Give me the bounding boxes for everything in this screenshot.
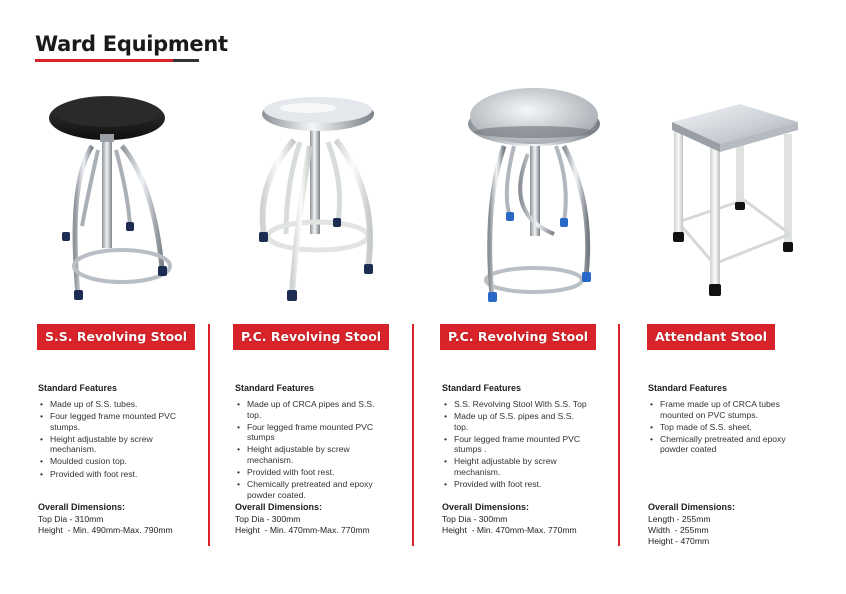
list-item: • Four legged frame mounted PVC stumps.: [38, 411, 186, 432]
list-item: • Height adjustable by screw mechanism.: [235, 444, 383, 465]
list-item: • Provided with foot rest.: [38, 469, 186, 480]
list-item: • Four legged frame mounted PVC stumps .: [442, 434, 590, 455]
product-name-bar: Attendant Stool: [647, 324, 775, 350]
dimension-line: Height - Min. 490mm-Max. 790mm: [38, 525, 173, 535]
list-item: • Made up of CRCA pipes and S.S. top.: [235, 399, 383, 420]
list-item: • Height adjustable by screw mechanism.: [442, 456, 590, 477]
list-item: • Chemically pretreated and epoxy powder coated.: [235, 479, 383, 500]
overall-dimensions: [648, 502, 735, 547]
list-item: • Provided with foot rest.: [235, 467, 383, 478]
page-title: Ward Equipment: [35, 32, 228, 56]
ss-revolving-stool-image: [30, 84, 205, 309]
list-item: • S.S. Revolving Stool With S.S. Top: [442, 399, 590, 410]
features-heading: Standard Features: [235, 383, 315, 393]
features-heading: Standard Features: [38, 383, 118, 393]
dimension-line: Top Dia - 300mm: [442, 514, 508, 524]
list-item: • Chemically pretreated and epoxy powder coated: [648, 434, 796, 455]
list-item: • Made up of S.S. pipes and S.S. top.: [442, 411, 590, 432]
overall-dimensions: [38, 502, 173, 536]
list-item: • Height adjustable by screw mechanism.: [38, 434, 186, 455]
dimensions-heading: Overall Dimensions:: [442, 502, 530, 512]
product-name-bar: S.S. Revolving Stool: [37, 324, 195, 350]
list-item: • Top made of S.S. sheet.: [648, 422, 796, 433]
pc-revolving-stool-image: [228, 84, 403, 309]
features-heading: Standard Features: [648, 383, 728, 393]
feature-list: [235, 399, 383, 502]
feature-list: [648, 399, 796, 456]
dimensions-heading: Overall Dimensions:: [38, 502, 126, 512]
overall-dimensions: [442, 502, 577, 536]
dimensions-heading: Overall Dimensions:: [235, 502, 323, 512]
dimension-line: Top Dia - 300mm: [235, 514, 301, 524]
list-item: • Frame made up of CRCA tubes mounted on PVC stumps.: [648, 399, 796, 420]
list-item: • Made up of S.S. tubes.: [38, 399, 186, 410]
dimension-line: Height - 470mm: [648, 536, 710, 546]
ss-revolving-stool-ss-top-image: [444, 84, 619, 309]
dimension-line: Height - Min. 470mm-Max. 770mm: [235, 525, 370, 535]
overall-dimensions: [235, 502, 370, 536]
column-divider: [208, 324, 210, 546]
product-name-bar: P.C. Revolving Stool: [233, 324, 389, 350]
dimension-line: Height - Min. 470mm-Max. 770mm: [442, 525, 577, 535]
feature-list: [38, 399, 186, 481]
dimensions-heading: Overall Dimensions:: [648, 502, 736, 512]
list-item: • Provided with foot rest.: [442, 479, 590, 490]
column-divider: [412, 324, 414, 546]
column-divider: [618, 324, 620, 546]
dimension-line: Length - 255mm: [648, 514, 711, 524]
list-item: • Four legged frame mounted PVC stumps: [235, 422, 383, 443]
product-name-bar: P.C. Revolving Stool: [440, 324, 596, 350]
dimension-line: Width - 255mm: [648, 525, 709, 535]
attendant-stool-image: [648, 84, 823, 309]
features-heading: Standard Features: [442, 383, 522, 393]
feature-list: [442, 399, 590, 491]
dimension-line: Top Dia - 310mm: [38, 514, 104, 524]
list-item: • Moulded cusion top.: [38, 456, 186, 467]
